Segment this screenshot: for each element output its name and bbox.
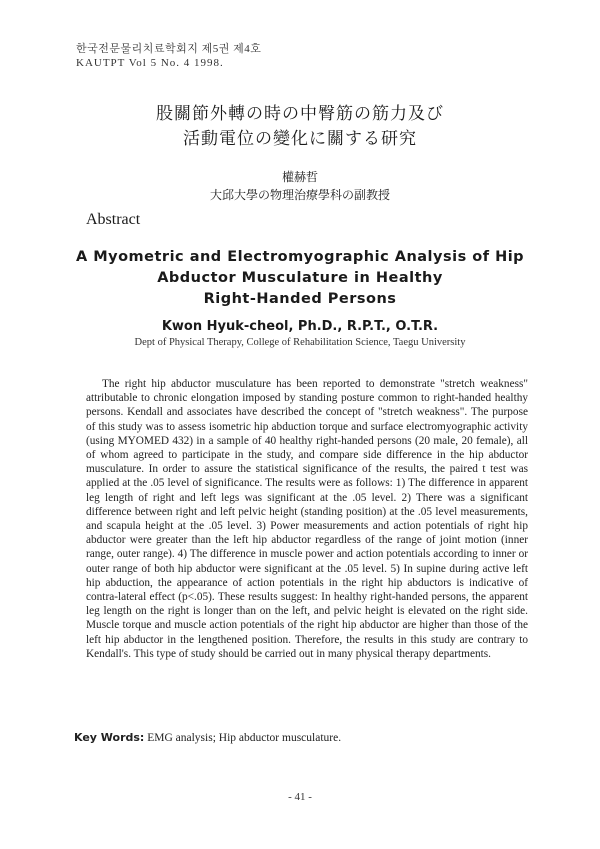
title-japanese-line-2: 活動電位の變化に關する研究 bbox=[183, 129, 417, 149]
abstract-heading: Abstract bbox=[86, 211, 141, 228]
keywords-label: Key Words: bbox=[74, 731, 145, 744]
author-department: Dept of Physical Therapy, College of Rehabilitation Science, Taegu University bbox=[134, 337, 466, 348]
keywords-line bbox=[74, 731, 341, 744]
journal-header-korean: 한국전문물리치료학회지 제5권 제4호 bbox=[76, 43, 262, 55]
keywords-value: EMG analysis; Hip abductor musculature. bbox=[147, 732, 342, 744]
title-english-line-1: A Myometric and Electromyographic Analysis of Hip bbox=[75, 249, 525, 265]
title-english-line-3: Right-Handed Persons bbox=[203, 291, 397, 307]
abstract-body: The right hip abductor musculature has been reported to demonstrate "stretch weakness" attributable to chronic elongation imposed by standing posture common to right-handed healthy persons. Kendall and associates have described the concept of "stretch weakness". The purpose of this study was to assess isometric hip abduction torque and surface electromyographic activity (using MYOMED 432) in a sample of 40 healthy right-handed persons (20 male, 20 female), all of whom agreed to participate in the study, and compare side difference in the hip abductor musculature. In order to assure the statistical significance of the results, the paired t test was applied at the .05 level of significance. The results were as follows: 1) The difference in apparent leg length of right and left legs was significant at the .05 level. 2) There was a significant difference between right and left pelvic height (standing position) at the .05 level measurements, and scapula height at the .05 level. 3) Power measurements and action potentials of right hip abductor were greater than the left hip abductor regardless of the range of joint motion (inner range, outer range). 4) The difference in muscle power and action potentials according to inner or outer range of both hip abductor were significant at the .05 level. 5) In supine during active left hip abduction, the appearance of action potentials in the right hip abductors is indicative of contra-lateral effect (p<.05). These results suggest: In healthy right-handed persons, the apparent leg length on the right is longer than on the left, and pelvic height is elevated on the right side. Muscle torque and muscle action potentials of the right hip abductor are higher than those of the left hip abductor in the lengthened position. Therefore, the results in this study are contrary to Kendall's. This type of study should be carried out in many physical therapy departments. bbox=[86, 378, 528, 660]
author-name-english: Kwon Hyuk-cheol, Ph.D., R.P.T., O.T.R. bbox=[161, 319, 439, 334]
author-affiliation-japanese: 大邱大學の物理治療學科の副教授 bbox=[209, 188, 390, 202]
title-english-line-2: Abductor Musculature in Healthy bbox=[157, 270, 443, 286]
author-name-japanese: 權赫哲 bbox=[281, 170, 318, 184]
journal-header-english: KAUTPT Vol 5 No. 4 1998. bbox=[76, 57, 224, 69]
page-number: - 41 - bbox=[288, 791, 312, 803]
title-japanese-line-1: 股關節外轉の時の中臀筋の筋力及び bbox=[156, 104, 444, 124]
